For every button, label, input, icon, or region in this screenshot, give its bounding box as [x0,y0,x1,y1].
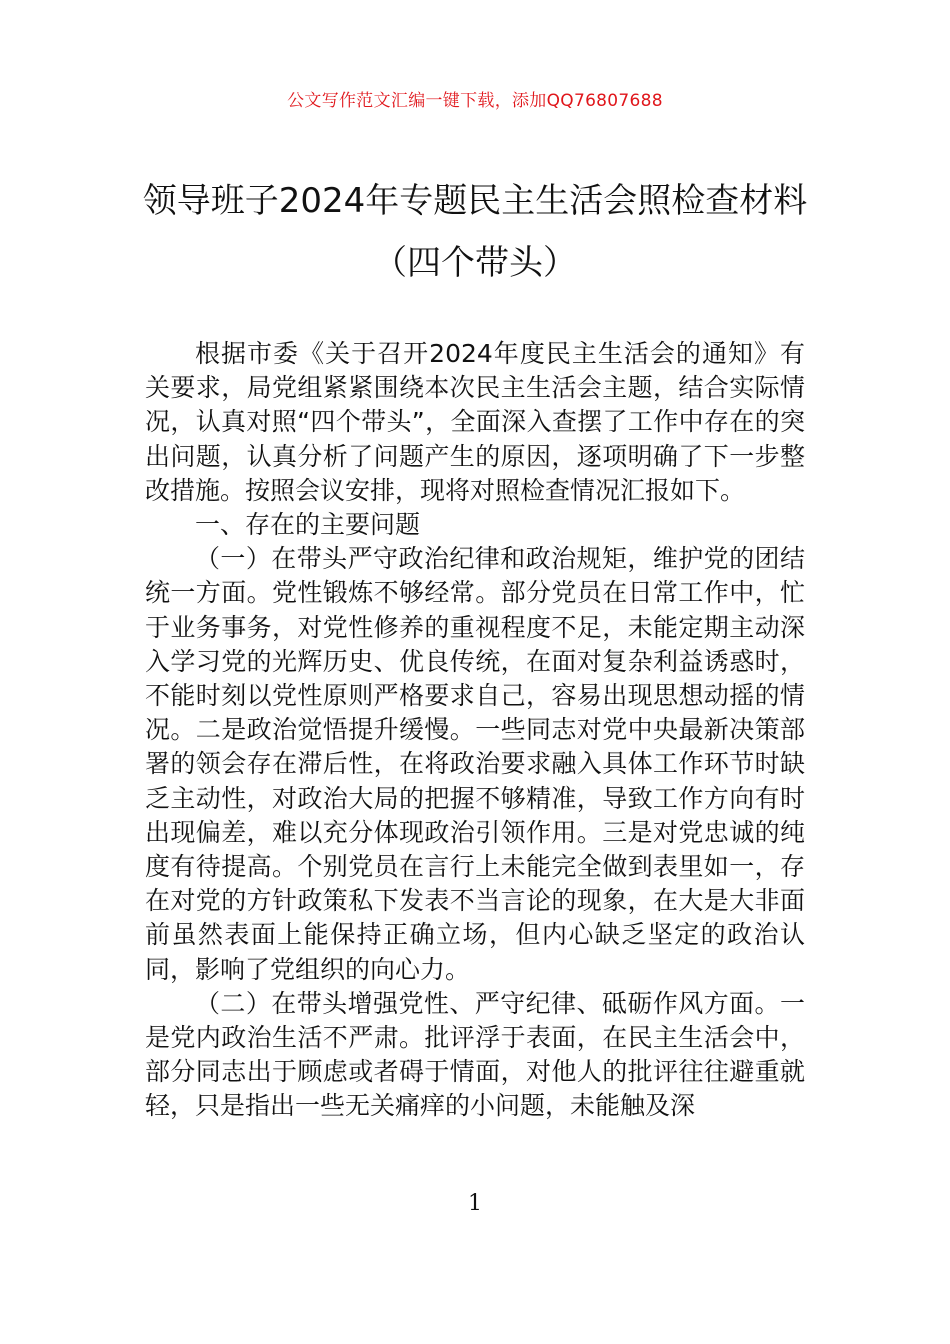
body-paragraph: （二）在带头增强党性、严守纪律、砥砺作风方面。一是党内政治生活不严肃。批评浮于表面，在民主生活会中，部分同志出于顾虑或者碍于情面，对他人的批评往往避重就轻，只是指出一些无关痛痒的小问题，未能触及深 [145,988,805,1121]
page-number: 1 [468,1191,482,1216]
body-paragraph: （一）在带头严守政治纪律和政治规矩，维护党的团结统一方面。党性锻炼不够经常。部分党员在日常工作中，忙于业务事务，对党性修养的重视程度不足，未能定期主动深入学习党的光辉历史、优良传统，在面对复杂利益诱惑时，不能时刻以党性原则严格要求自己，容易出现思想动摇的情况。二是政治觉悟提升缓慢。一些同志对党中央最新决策部署的领会存在滞后性，在将政治要求融入具体工作环节时缺乏主动性，对政治大局的把握不够精准，导致工作方向有时出现偏差，难以充分体现政治引领作用。三是对党忠诚的纯度有待提高。个别党员在言行上未能完全做到表里如一，存在对党的方针政策私下发表不当言论的现象，在大是大非面前虽然表面上能保持正确立场，但内心缺乏坚定的政治认同，影响了党组织的向心力。 [145,544,805,984]
document-body [145,337,805,1124]
document-title: 领导班子2024年专题民主生活会照检查材料（四个带头） [142,181,808,283]
section-heading: 一、存在的主要问题 [195,510,421,540]
download-notice: 公文写作范文汇编一键下载，添加QQ76807688 [287,91,663,111]
intro-paragraph: 根据市委《关于召开2024年度民主生活会的通知》有关要求，局党组紧紧围绕本次民主生活会主题，结合实际情况，认真对照“四个带头”，全面深入查摆了工作中存在的突出问题，认真分析了问题产生的原因，逐项明确了下一步整改措施。按照会议安排，现将对照检查情况汇报如下。 [145,339,805,505]
